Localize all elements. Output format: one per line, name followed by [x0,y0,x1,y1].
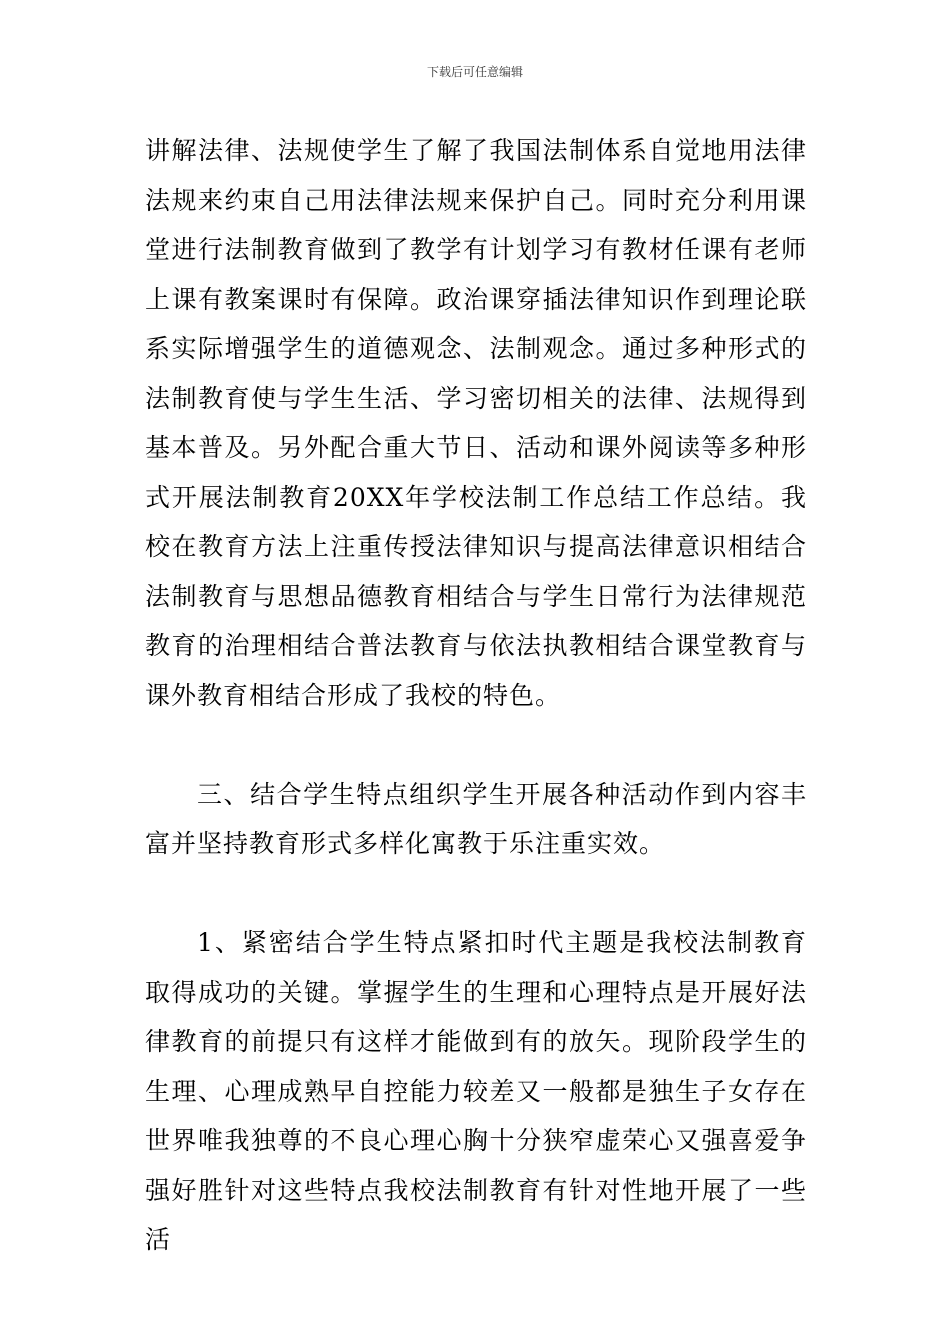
page-header: 下载后可任意编辑 [426,65,523,79]
document-body [145,126,807,1265]
paragraph-gap [145,720,807,770]
paragraph-gap [145,869,807,919]
paragraph-section-three-heading: 三、结合学生特点组织学生开展各种活动作到内容丰富并坚持教育形式多样化寓教于乐注重实效。 [145,779,807,858]
paragraph-legal-education: 讲解法律、法规使学生了解了我国法制体系自觉地用法律法规来约束自己用法律法规来保护自己。同时充分利用课堂进行法制教育做到了教学有计划学习有教材任课有老师上课有教案课时有保障。政治课穿插法律知识作到理论联系实际增强学生的道德观念、法制观念。通过多种形式的法制教育使与学生生活、学习密切相关的法律、法规得到基本普及。另外配合重大节日、活动和课外阅读等多种形式开展法制教育20XX年学校法制工作总结工作总结。我校在教育方法上注重传授法律知识与提高法律意识相结合法制教育与思想品德教育相结合与学生日常行为法律规范教育的治理相结合普法教育与依法执教相结合课堂教育与课外教育相结合形成了我校的特色。 [145,136,807,710]
paragraph-item-one: 1、紧密结合学生特点紧扣时代主题是我校法制教育取得成功的关键。掌握学生的生理和心理特点是开展好法律教育的前提只有这样才能做到有的放矢。现阶段学生的生理、心理成熟早自控能力较差又一般都是独生子女存在世界唯我独尊的不良心理心胸十分狭窄虚荣心又强喜爱争强好胜针对这些特点我校法制教育有针对性地开展了一些活 [145,928,807,1254]
